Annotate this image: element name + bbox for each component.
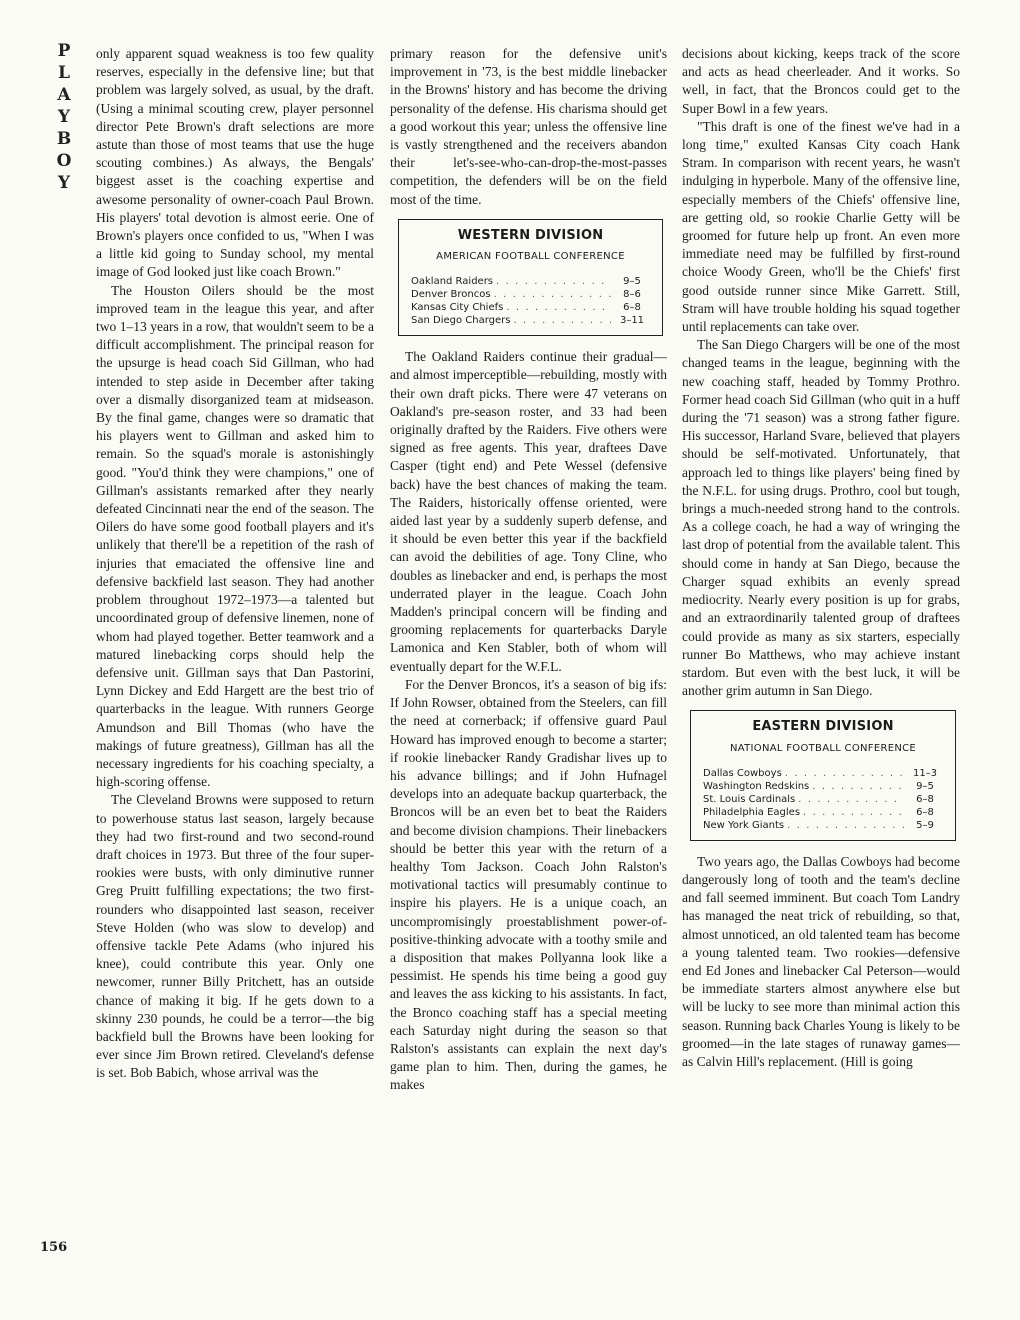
dot-leader (798, 793, 904, 806)
standings-subtitle: NATIONAL FOOTBALL CONFERENCE (729, 742, 917, 754)
team-record: 3–11 (619, 315, 645, 327)
dot-leader (496, 275, 611, 288)
logo-letter: O (56, 151, 72, 171)
eastern-division-standings (690, 710, 956, 840)
standings-row (703, 819, 943, 832)
dot-leader (812, 780, 904, 793)
paragraph: decisions about kicking, keeps track of the score and acts as head cheerleader. And it works. So well, in fact, that the Broncos could get to the Super Bowl in a few years. (682, 46, 960, 116)
team-name: Washington Redskins (703, 780, 810, 792)
dot-leader (803, 806, 904, 819)
team-record: 6–8 (916, 793, 934, 805)
paragraph: The Houston Oilers should be the most improved team in the league this year, and after two 1–13 years in a row, that wouldn't seem to be a difficult accomplishment. The principal reason for the upsurge is head coach Sid Gillman, who had intended to step aside in December after taking over a dismally disorganized team at midseason. By the final game, changes were so dramatic that his players went to Gillman and asked him to remain. So the squad's morale is astonishingly good. "You'd think they were champions," one of Gillman's assistants remarked after they nearly defeated Cincinnati near the end of the season. The Oilers do have some good football players and it's unlikely that there'll be a repetition of the rash of injuries that emaciated the offensive line and defensive backfield last season. They had another problem throughout 1972–1973—a talented but uncoordinated group of defensive linemen, none of whom had played together. Better teamwork and a matured linebacking corps should help the defensive unit. Gillman says that Dan Pastorini, Lynn Dickey and Edd Hargett are the best trio of quarterbacks in the league. With runners George Amundson and Bill Thomas (who have the makings of future greatness), Gillman has all the necessary ingredients for his coaching specialty, a high-scoring offense. (96, 282, 374, 790)
standings-row (411, 314, 650, 327)
paragraph: primary reason for the defensive unit's improvement in '73, is the best middle linebacker in the Browns' history and has become the driving personality of the defense. His charisma should get a good workout this year; unless the offensive line is vastly strengthened and the receivers abandon their let's-see-who-can-drop-the-most-passes competition, the defenders will be on the field most of the time. (390, 46, 667, 207)
team-record: 9–5 (916, 780, 934, 792)
paragraph: The Cleveland Browns were supposed to return to powerhouse status last season, largely because they had two first-round and two second-round draft choices in 1973. But three of the four super-rookies were busts, with only diminutive runner Greg Pruitt fulfilling expectations; the two first-rounders who disappointed last season, receiver Steve Holden (who was slow to develop) and offensive tackle Pete Adams (who injured his knee), could contribute this year. Only one newcomer, runner Billy Pritchett, has an outside chance of making it big. If he gets down to a skinny 230 pounds, he could be a terror—the big backfield bull the Browns have been looking for ever since Jim Brown retired. Cleveland's defense is set. Bob Babich, whose arrival was the (96, 792, 374, 1081)
standings-row (411, 301, 650, 314)
standings-title: WESTERN DIVISION (457, 227, 604, 243)
page-number: 156 (40, 1240, 68, 1255)
paragraph: The Oakland Raiders continue their gradual—and almost imperceptible—rebuilding, mostly with their own draft picks. There were 47 veterans on Oakland's pre-season roster, and 33 had been originally drafted by the Raiders. Five others were signed as free agents. This year, draftees Dave Casper (tight end) and Pete Wessel (defensive back) have the best chances of making the team. The Raiders, historically offense oriented, were aided last year by a suddenly superb defense, and it should be even better this year if the backfield can avoid the debilities of age. Tony Cline, who doubles as linebacker and end, is perhaps the most underrated player in the league. Coach John Madden's principal concern will be finding and grooming replacements for quarterbacks Daryle Lamonica and Ken Stabler, both of whom will eventually depart for the W.F.L. (390, 349, 667, 674)
dot-leader (513, 314, 611, 327)
team-name: St. Louis Cardinals (703, 793, 796, 805)
standings-title: EASTERN DIVISION (752, 719, 894, 735)
team-record: 8–6 (623, 289, 641, 301)
team-record: 9–5 (623, 276, 641, 288)
team-name: Oakland Raiders (411, 276, 494, 288)
team-name: New York Giants (703, 819, 785, 831)
paragraph: only apparent squad weakness is too few quality reserves, especially in the defensive line; but that problem was largely solved, as usual, by the draft. (Using a minimal scouting crew, player personnel director Pete Brown's draft selections are more astute than those of most teams that use the huge scouting combines.) As always, the Bengals' biggest asset is the coaching expertise and awesome personality of owner-coach Paul Brown. His players' total devotion is almost eerie. One of Brown's players once confided to us, "When I was a little kid going to Sunday school, my mental image of God looked just like coach Brown." (96, 46, 374, 280)
logo-letter: L (58, 63, 70, 83)
western-division-standings (398, 219, 663, 336)
standings-subtitle: AMERICAN FOOTBALL CONFERENCE (436, 251, 625, 263)
logo-letter: Y (57, 173, 71, 193)
team-name: Dallas Cowboys (703, 767, 782, 779)
team-name: Philadelphia Eagles (703, 806, 801, 818)
standings-row (703, 806, 943, 819)
magazine-logo-vertical (46, 40, 82, 194)
logo-letter: Y (57, 107, 71, 127)
team-name: Kansas City Chiefs (411, 302, 504, 314)
dot-leader (494, 288, 611, 301)
dot-leader (785, 767, 904, 780)
team-name: San Diego Chargers (411, 315, 511, 327)
standings-row (411, 275, 650, 288)
team-record: 5–9 (916, 819, 934, 831)
logo-letter: P (57, 41, 71, 61)
team-record: 11–3 (912, 767, 938, 779)
standings-row (703, 793, 943, 806)
standings-row (703, 767, 943, 780)
logo-letter: A (57, 85, 71, 105)
logo-letter: B (56, 129, 72, 149)
standings-row (411, 288, 650, 301)
paragraph: Two years ago, the Dallas Cowboys had become dangerously long of tooth and the team's decline and fall seemed imminent. But coach Tom Landry has managed the neat trick of rebuilding, so that, almost unnoticed, an old talented team has become a young talented team. Two rookies—defensive end Ed Jones and linebacker Cal Peterson—would be immediate starters almost anywhere else but will be lucky to see more than minimal action this season. Running back Charles Young is likely to be groomed—in the late stages of runaway games—as Calvin Hill's replacement. (Hill is going (682, 853, 960, 1069)
paragraph: "This draft is one of the finest we've had in a long time," exulted Kansas City coach Hank Stram. In comparison with recent years, he wasn't indulging in hyperbole. Many of the offensive line, especially members of the Chiefs' offensive line, are getting old, so rookie Charlie Getty will be groomed for future help up front. An even more immediate need may be fulfilled by first-round choice Woody Green, who'll be the Chiefs' first good outside runner since Mike Garrett. Still, Stram will have trouble holding his squad together until replacements can take over. (682, 118, 960, 335)
text-column-1 (96, 45, 374, 1083)
text-column-2 (390, 45, 667, 1095)
dot-leader (787, 819, 904, 832)
team-record: 6–8 (916, 806, 934, 818)
paragraph: The San Diego Chargers will be one of the most changed teams in the league, beginning with the new coaching staff, headed by Tommy Prothro. Former head coach Sid Gillman (who quit in a huff during the '71 season) was a strong father figure. His successor, Harland Svare, believed that players should be self-motivated. Unfortunately, that approach led to things like players' being fined by the N.F.L. for using drugs. Prothro, cool but tough, brings a much-needed strong hand to the controls. As a college coach, he had a way of wringing the last drop of potential from the available talent. This should come in handy at San Diego, because the Charger squad exhibits an evenly spread mediocrity. Nearly every position is up for grabs, and an extraordinarily talented group of draftees could provide as many as six starters, especially runner Bo Matthews, who may achieve instant stardom. But even with the best luck, it will be another grim autumn in San Diego. (682, 337, 960, 699)
dot-leader (506, 301, 611, 314)
team-record: 6–8 (623, 302, 641, 314)
paragraph: For the Denver Broncos, it's a season of big ifs: If John Rowser, obtained from the Steelers, can fill the need at cornerback; if offensive guard Paul Howard has improved enough to become a starter; if rookie linebacker Randy Gradishar lives up to his advance billings; and if John Hufnagel develops into an adequate backup quarterback, the Broncos will be an even bet to beat the Raiders and become division champions. Their linebackers should be better this year with the return of a healthy Tom Jackson. Coach John Ralston's motivational tactics will presumably continue to inspire his players. He is a unique coach, an uncompromisingly proestablishment power-of-positive-thinking advocate with a toothy smile and a disposition that makes Pollyanna look like a pessimist. He spends his time being a good guy and leaves the ass kicking to his assistants. In fact, the Bronco coaching staff has a special meeting each Saturday night during the season so that Ralston's assistants can explain the next day's game plan to him. Then, during the games, he makes (390, 676, 667, 1093)
text-column-3 (682, 45, 960, 1071)
team-name: Denver Broncos (411, 289, 491, 301)
standings-row (703, 780, 943, 793)
